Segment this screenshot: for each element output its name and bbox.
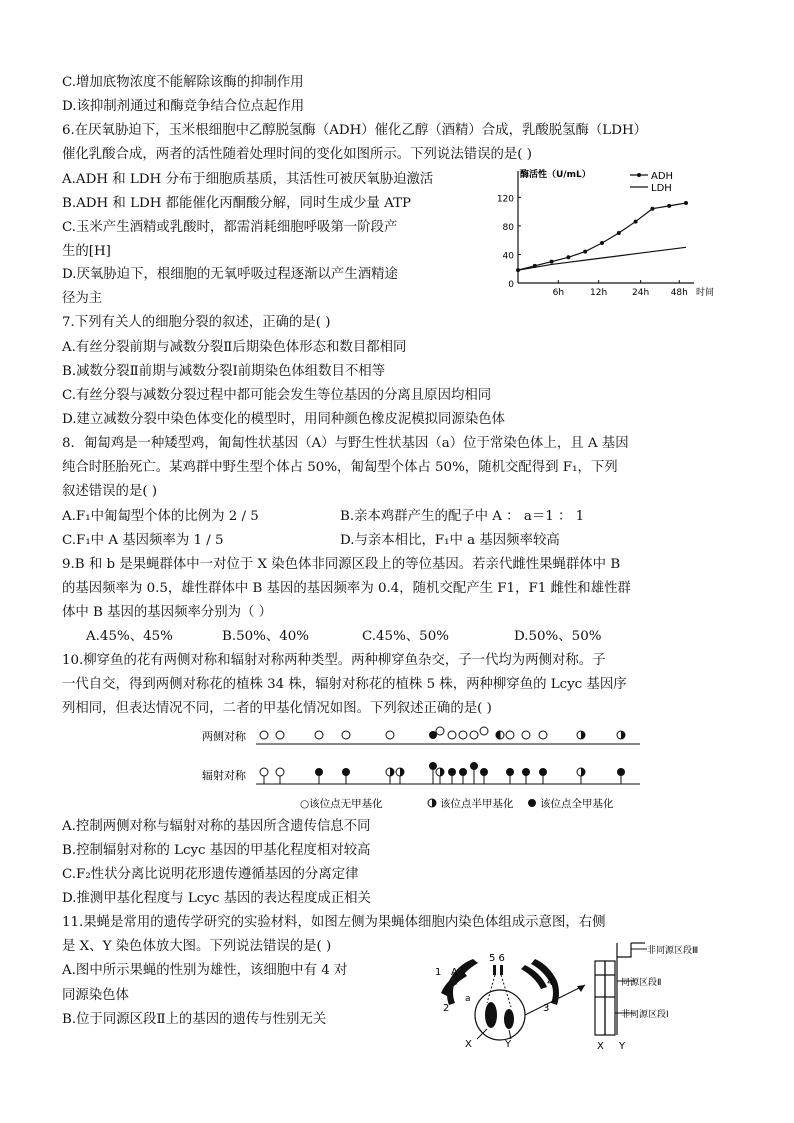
q11-stem-line2: 是 X、Y 染色体放大图。下列说法错误的是( ) <box>62 939 332 954</box>
fig-label-1: 1 <box>435 967 442 978</box>
q5-option-c: C.增加底物浓度不能解除该酶的抑制作用 <box>62 75 304 90</box>
fig-label-Y: Y <box>505 1039 512 1050</box>
q8-option-b: B.亲本鸡群产生的配子中 A ： a＝1 ： 1 <box>340 509 585 524</box>
q9-stem-line2: 的基因频率为 0.5，雄性群体中 B 基因的基因频率为 0.4，随机交配产生 F1，F1 雌性和雄性群 <box>62 581 631 596</box>
q8-option-c: C.F₁中 A 基因频率为 1 / 5 <box>62 533 224 548</box>
x-axis-label: 时间 <box>696 288 715 298</box>
q9-stem-line1: 9.B 和 b 是果蝇群体中一对位于 X 染色体非同源区段上的等位基因。若亲代雌性果蝇群体中 B <box>62 557 621 572</box>
q9-option-b: B.50%、40% <box>222 629 310 644</box>
q10-option-d: D.推测甲基化程度与 Lcyc 基因的表达程度成正相关 <box>62 891 371 906</box>
seg-label-3: 非同源区段Ⅲ <box>647 946 699 956</box>
seg-label-2: 同源区段Ⅱ <box>621 978 662 988</box>
adh-point <box>650 207 654 211</box>
adh-point <box>600 241 604 245</box>
series-line-ldh <box>518 247 686 270</box>
q6-stem-line2: 催化乳酸合成，两者的活性随着处理时间的变化如图所示。下列说法错误的是( ) <box>62 147 532 162</box>
adh-point <box>667 204 671 208</box>
fig-label-4: 4 <box>547 977 554 988</box>
q9-option-c: C.45%、50% <box>362 629 449 644</box>
q6-option-a: A.ADH 和 LDH 分布于细胞质基质，其活性可被厌氧胁迫激活 <box>62 172 434 187</box>
q6-option-d-line1: D.厌氧胁迫下，根细胞的无氧呼吸过程逐渐以产生酒精途 <box>62 267 398 282</box>
q6-option-c-line1: C.玉米产生酒精或乳酸时，都需消耗细胞呼吸第一阶段产 <box>62 220 398 235</box>
q7-option-c: C.有丝分裂与减数分裂过程中都可能会发生等位基因的分离且原因均相同 <box>62 388 492 403</box>
methylation-diagram <box>200 722 660 814</box>
q10-option-a: A.控制两侧对称与辐射对称的基因所含遗传信息不同 <box>62 819 371 834</box>
q7-stem: 7.下列有关人的细胞分裂的叙述，正确的是( ) <box>62 315 331 330</box>
fig-label-a: a <box>465 994 471 1004</box>
row-label-radial: 辐射对称 <box>202 769 246 782</box>
fruitfly-chromosome-diagram <box>425 935 725 1055</box>
q10-option-b: B.控制辐射对称的 Lcyc 基因的甲基化程度相对较高 <box>62 843 371 858</box>
q6-option-b: B.ADH 和 LDH 都能催化丙酮酸分解，同时生成少量 ATP <box>62 196 412 211</box>
seg-label-1: 非同源区段Ⅰ <box>621 1010 669 1020</box>
row-label-bilateral: 两侧对称 <box>202 730 246 743</box>
x-tick-label: 24h <box>632 288 650 298</box>
y-tick-label: 0 <box>508 280 514 290</box>
y-tick-label: 40 <box>502 251 514 262</box>
enzyme-activity-chart <box>490 165 730 305</box>
x-tick-label: 6h <box>552 288 565 298</box>
adh-point <box>583 250 587 254</box>
q11-option-a-line2: 同源染色体 <box>62 988 129 1003</box>
q10-stem-line2: 一代自交，得到两侧对称花的植株 34 株，辐射对称花的植株 5 株，两种柳穿鱼的 Lcyc 基因序 <box>62 677 627 692</box>
y-tick-label: 80 <box>502 222 514 233</box>
q5-option-d: D.该抑制剂通过和酶竞争结合位点起作用 <box>62 99 305 114</box>
series-line-adh <box>518 203 686 270</box>
q7-option-b: B.减数分裂Ⅱ前期与减数分裂Ⅰ前期染色体组数目不相等 <box>62 364 386 379</box>
fig-label-X: X <box>465 1039 472 1050</box>
legend-ldh-label: LDH <box>651 183 672 194</box>
q11-option-b: B.位于同源区段Ⅱ上的基因的遗传与性别无关 <box>62 1012 327 1027</box>
q11-option-a-line1: A.图中所示果蝇的性别为雄性，该细胞中有 4 对 <box>62 963 348 978</box>
fig-label-A: A <box>451 967 458 978</box>
zoom-label-X: X <box>597 1041 604 1052</box>
q10-option-c: C.F₂性状分离比说明花形遗传遵循基因的分离定律 <box>62 867 359 882</box>
legend-adh-marker <box>637 173 641 177</box>
legend-adh-label: ADH <box>651 171 674 182</box>
q8-stem-line2: 纯合时胚胎死亡。某鸡群中野生型个体占 50%，匍匐型个体占 50%，随机交配得到 F₁，下列 <box>62 460 618 475</box>
q11-stem-line1: 11.果蝇是常用的遗传学研究的实验材料，如图左侧为果蝇体细胞内染色体组成示意图，右侧 <box>62 915 606 930</box>
adh-point <box>634 220 638 224</box>
adh-point <box>566 255 570 259</box>
x-tick-label: 48h <box>670 288 688 298</box>
q9-stem-line3: 体中 B 基因的基因频率分别为（ ） <box>62 605 273 620</box>
q8-stem-line3: 叙述错误的是( ) <box>62 484 158 499</box>
fig-label-2: 2 <box>443 1003 450 1014</box>
adh-point <box>550 260 554 264</box>
q9-option-d: D.50%、50% <box>514 629 602 644</box>
q7-option-a: A.有丝分裂前期与减数分裂Ⅱ后期染色体形态和数目都相同 <box>62 340 407 355</box>
q8-option-d: D.与亲本相比，F₁中 a 基因频率较高 <box>340 533 560 548</box>
q10-stem-line3: 列相同，但表达情况不同，二者的甲基化情况如图。下列叙述正确的是( ) <box>62 701 492 716</box>
q8-stem-line1: 8．匍匐鸡是一种矮型鸡，匍匐性状基因（A）与野生性状基因（a）位于常染色体上，且 A 基因 <box>62 436 629 451</box>
legend-full: 该位点全甲基化 <box>540 798 614 810</box>
y-tick-label: 120 <box>496 194 514 205</box>
fig-label-3: 3 <box>543 1003 550 1014</box>
legend-none: ○该位点无甲基化 <box>300 798 383 810</box>
q6-stem-line1: 6.在厌氧胁迫下，玉米根细胞中乙醇脱氢酶（ADH）催化乙醇（酒精）合成，乳酸脱氢酶（LDH） <box>62 123 648 138</box>
q6-option-d-line2: 径为主 <box>62 291 103 306</box>
x-tick-label: 12h <box>590 288 608 298</box>
q8-option-a: A.F₁中匍匐型个体的比例为 2 / 5 <box>62 509 259 524</box>
legend-half: 该位点半甲基化 <box>440 798 514 810</box>
adh-point <box>617 231 621 235</box>
y-axis-label: 酶活性（U/mL） <box>520 170 591 180</box>
fig-label-56: 5 6 <box>489 953 505 964</box>
adh-point <box>684 201 688 205</box>
q10-stem-line1: 10.柳穿鱼的花有两侧对称和辐射对称两种类型。两种柳穿鱼杂交，子一代均为两侧对称。子 <box>62 653 606 668</box>
q9-option-a: A.45%、45% <box>86 629 173 644</box>
q6-option-c-line2: 生的[H] <box>62 244 111 259</box>
zoom-label-Y: Y <box>619 1041 626 1052</box>
q7-option-d: D.建立减数分裂中染色体变化的模型时，用同种颜色橡皮泥模拟同源染色体 <box>62 412 506 427</box>
